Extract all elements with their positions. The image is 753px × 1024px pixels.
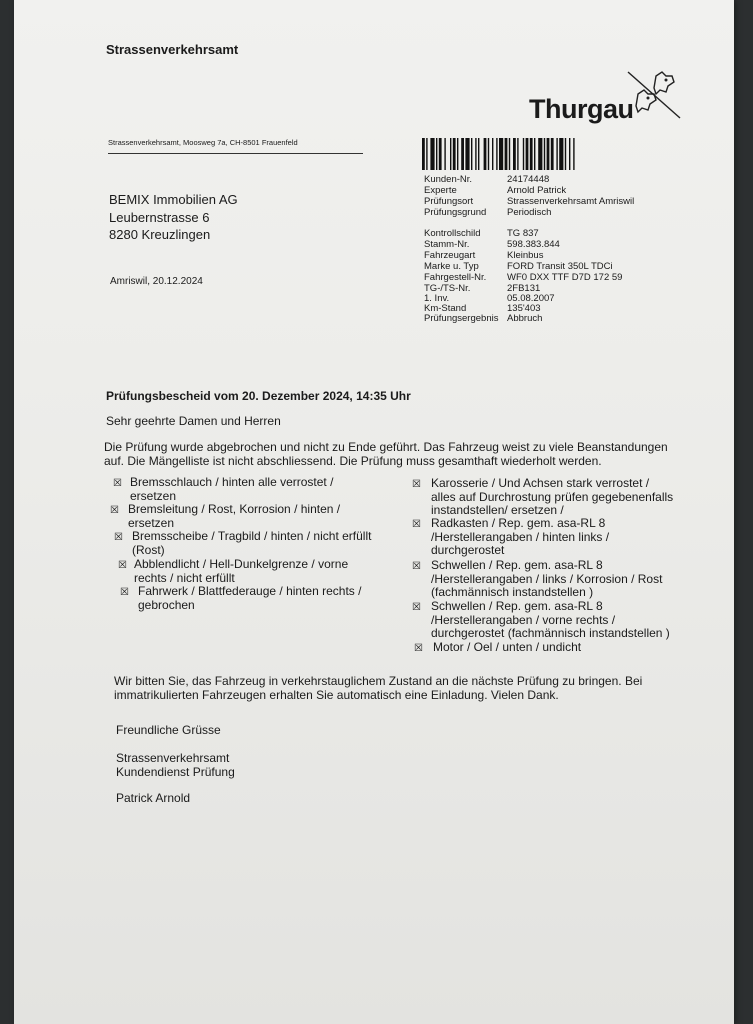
defect-line: Motor / Oel / unten / undicht <box>433 640 582 654</box>
defect-line: /Herstellerangaben / vorne rechts / <box>431 612 616 627</box>
defect-item-left <box>130 476 333 503</box>
info-value: 24174448 <box>507 174 550 185</box>
barcode-bar <box>444 138 445 170</box>
signature-dept: Kundendienst Prüfung <box>116 765 235 779</box>
closing-line: Wir bitten Sie, das Fahrzeug in verkehrstauglichem Zustand an die nächste Prüfung zu bringen. Bei <box>114 674 643 688</box>
info-value: WF0 DXX TTF D7D 172 59 <box>507 272 623 283</box>
info-value: Strassenverkehrsamt Amriswil <box>507 196 635 207</box>
defect-item-right <box>431 477 673 518</box>
info-value: Arnold Patrick <box>507 185 567 196</box>
page-title: Prüfungsbescheid vom 20. Dezember 2024, 14:35 Uhr <box>106 389 411 403</box>
intro-line: Die Prüfung wurde abgebrochen und nicht zu Ende geführt. Das Fahrzeug weist zu viele Beanstandungen <box>104 440 668 454</box>
closing-line: immatrikulierten Fahrzeugen erhalten Sie automatisch eine Einladung. Vielen Dank. <box>114 688 559 702</box>
barcode-bar <box>513 138 516 170</box>
checked-box-icon: ☒ <box>120 587 129 598</box>
barcode-bar <box>544 138 545 170</box>
info-label: Fahrzeugart <box>424 250 476 261</box>
defect-line: Schwellen / Rep. gem. asa-RL 8 <box>431 599 603 613</box>
barcode-bar <box>436 138 437 170</box>
signature-name: Patrick Arnold <box>116 791 191 805</box>
barcode-bar <box>534 138 535 170</box>
info-label: Kunden-Nr. <box>424 174 473 185</box>
place-date: Amriswil, 20.12.2024 <box>110 276 203 287</box>
recipient-name: BEMIX Immobilien AG <box>109 192 238 207</box>
checked-box-icon: ☒ <box>412 561 421 572</box>
defect-line: ersetzen <box>128 515 175 530</box>
info-label: Fahrgestell-Nr. <box>424 272 487 283</box>
info-label: Prüfungsort <box>424 196 474 207</box>
barcode-bar <box>530 138 533 170</box>
letter-page <box>14 0 734 1024</box>
info-label: Marke u. Typ <box>424 261 479 272</box>
checked-box-icon: ☒ <box>412 479 421 490</box>
defect-line: Schwellen / Rep. gem. asa-RL 8 <box>431 558 603 572</box>
defect-item-right <box>433 641 581 655</box>
barcode-bar <box>499 138 503 170</box>
defect-item-left <box>138 585 361 612</box>
defect-item-left <box>128 503 340 530</box>
info-value: Kleinbus <box>507 250 544 261</box>
info-label: 1. Inv. <box>424 293 450 304</box>
thurgau-logo: Thurgau <box>529 94 634 124</box>
defect-line: gebrochen <box>138 597 195 612</box>
info-label: Kontrollschild <box>424 228 481 239</box>
defect-line: (Rost) <box>132 542 165 557</box>
defect-item-right <box>431 517 609 558</box>
barcode-bar <box>488 138 489 170</box>
defect-item-right <box>431 600 670 641</box>
barcode-bar <box>475 138 476 170</box>
barcode-bar <box>457 138 458 170</box>
checked-box-icon: ☒ <box>118 560 127 571</box>
barcode-bar <box>496 138 497 170</box>
info-value: FORD Transit 350L TDCi <box>507 261 613 272</box>
barcode-bar <box>526 138 529 170</box>
info-label: Km-Stand <box>424 303 467 314</box>
checked-box-icon: ☒ <box>414 643 423 654</box>
defect-item-left <box>134 558 348 585</box>
info-value: Abbruch <box>507 313 543 324</box>
barcode-bar <box>547 138 550 170</box>
defect-line: Radkasten / Rep. gem. asa-RL 8 <box>431 516 606 530</box>
barcode-bar <box>573 138 574 170</box>
barcode-bar <box>465 138 469 170</box>
barcode-bar <box>492 138 493 170</box>
defect-line: Fahrwerk / Blattfederauge / hinten rechts / <box>138 584 362 598</box>
barcode-bar <box>517 138 518 170</box>
barcode-bar <box>430 138 434 170</box>
checked-box-icon: ☒ <box>412 602 421 613</box>
info-value: TG 837 <box>507 228 539 239</box>
barcode-bar <box>484 138 487 170</box>
defect-item-left <box>132 530 371 557</box>
defect-line: /Herstellerangaben / hinten links / <box>431 529 610 544</box>
recipient-city: 8280 Kreuzlingen <box>109 227 211 242</box>
barcode-bar <box>509 138 510 170</box>
recipient-street: Leubernstrasse 6 <box>109 210 210 225</box>
barcode-bar <box>559 138 563 170</box>
signature-org: Strassenverkehrsamt <box>116 751 230 765</box>
checked-box-icon: ☒ <box>113 478 122 489</box>
defect-line: instandstellen/ ersetzen / <box>431 503 564 517</box>
sender-underline <box>108 153 363 154</box>
checked-box-icon: ☒ <box>110 505 119 516</box>
barcode-bar <box>505 138 508 170</box>
barcode-bar <box>551 138 554 170</box>
barcode-bar <box>556 138 557 170</box>
defect-line: alles auf Durchrostung prüfen gegebenenfalls <box>431 489 674 504</box>
info-value: 598.383.844 <box>507 239 560 250</box>
barcode-bar <box>478 138 479 170</box>
defect-line: Bremsschlauch / hinten alle verrostet / <box>130 475 334 489</box>
salutation: Freundliche Grüsse <box>116 723 221 737</box>
defect-line: Abblendlicht / Hell-Dunkelgrenze / vorne <box>134 557 349 571</box>
defect-line: (fachmännisch instandstellen ) <box>431 585 594 599</box>
greeting: Sehr geehrte Damen und Herren <box>106 414 281 428</box>
barcode-bar <box>569 138 570 170</box>
checked-box-icon: ☒ <box>114 532 123 543</box>
defect-line: Karosserie / Und Achsen stark verrostet / <box>431 476 650 490</box>
barcode-bar <box>461 138 464 170</box>
info-label: Prüfungsergebnis <box>424 313 499 324</box>
barcode <box>422 138 636 170</box>
defect-line: Bremsleitung / Rost, Korrosion / hinten / <box>128 502 341 516</box>
info-label: TG-/TS-Nr. <box>424 283 471 294</box>
barcode-bar <box>422 138 425 170</box>
defect-line: ersetzen <box>130 488 177 503</box>
defect-line: /Herstellerangaben / links / Korrosion / Rost <box>431 571 663 586</box>
barcode-bar <box>439 138 442 170</box>
info-label: Experte <box>424 185 457 196</box>
office-header: Strassenverkehrsamt <box>106 42 239 57</box>
defect-line: durchgerostet (fachmännisch instandstellen ) <box>431 626 670 640</box>
thurgau-crest-icon <box>626 68 682 120</box>
barcode-bar <box>426 138 427 170</box>
barcode-bar <box>538 138 542 170</box>
defect-line: rechts / nicht erfüllt <box>134 570 235 585</box>
checked-box-icon: ☒ <box>412 519 421 530</box>
barcode-bar <box>523 138 524 170</box>
barcode-bar <box>565 138 566 170</box>
barcode-bar <box>471 138 472 170</box>
intro-line: auf. Die Mängelliste ist nicht abschliessend. Die Prüfung muss gesamthaft wiederholt werden. <box>104 454 602 468</box>
info-value: 05.08.2007 <box>507 293 555 304</box>
defect-item-right <box>431 559 662 600</box>
sender-line: Strassenverkehrsamt, Moosweg 7a, CH-8501 Frauenfeld <box>108 138 298 147</box>
defect-line: durchgerostet <box>431 543 505 557</box>
info-label: Stamm-Nr. <box>424 239 470 250</box>
info-value: Periodisch <box>507 207 552 218</box>
barcode-bar <box>453 138 456 170</box>
info-label: Prüfungsgrund <box>424 207 487 218</box>
barcode-bar <box>450 138 451 170</box>
defect-line: Bremsscheibe / Tragbild / hinten / nicht erfüllt <box>132 529 372 543</box>
info-value: 135'403 <box>507 303 541 314</box>
info-value: 2FB131 <box>507 283 541 294</box>
